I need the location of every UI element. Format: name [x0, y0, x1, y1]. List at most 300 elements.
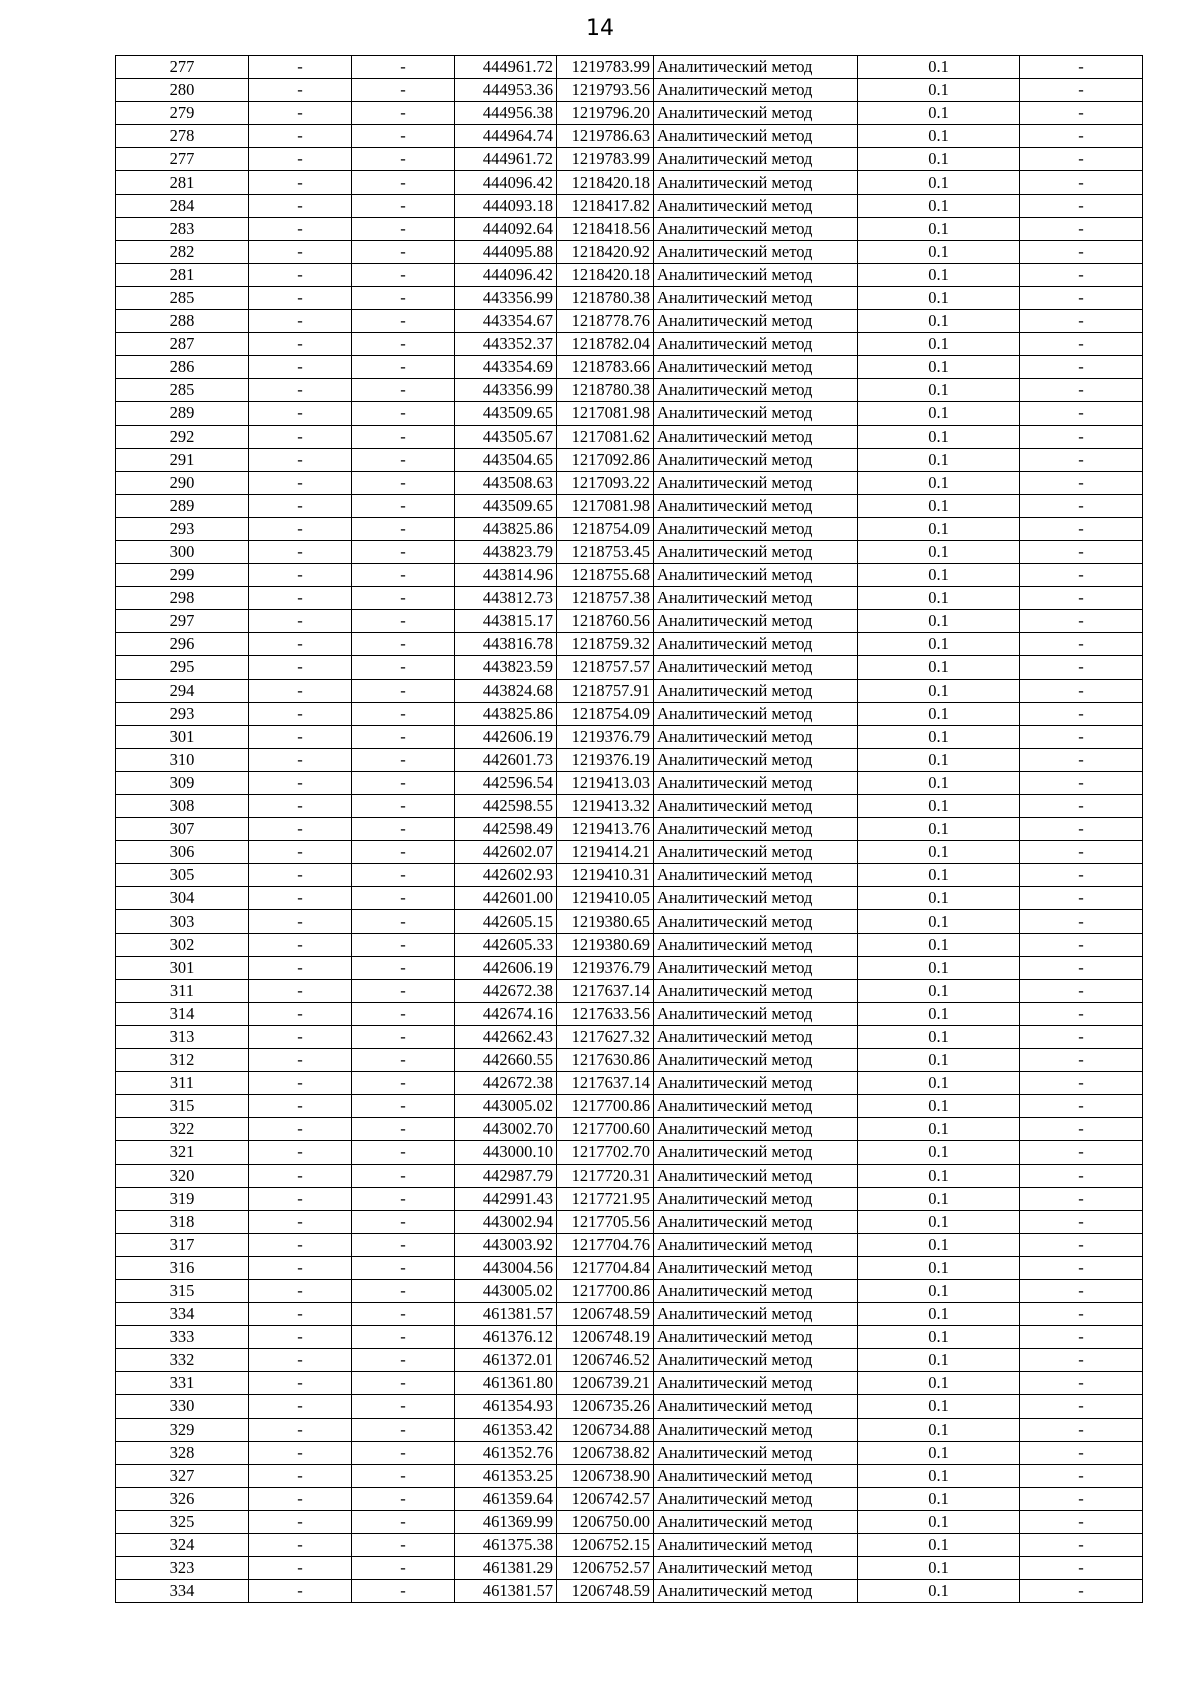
method-cell: Аналитический метод: [654, 1118, 858, 1141]
accuracy-cell: 0.1: [858, 286, 1020, 309]
method-cell: Аналитический метод: [654, 125, 858, 148]
accuracy-cell: 0.1: [858, 910, 1020, 933]
table-row: [116, 1464, 1143, 1487]
table-row: [116, 1210, 1143, 1233]
dash-cell: -: [249, 425, 352, 448]
method-cell: Аналитический метод: [654, 564, 858, 587]
point-number-cell: 299: [116, 564, 249, 587]
y-coordinate-cell: 1206739.21: [557, 1372, 654, 1395]
dash-cell: -: [249, 564, 352, 587]
method-cell: Аналитический метод: [654, 333, 858, 356]
accuracy-cell: 0.1: [858, 1395, 1020, 1418]
accuracy-cell: 0.1: [858, 171, 1020, 194]
accuracy-cell: 0.1: [858, 841, 1020, 864]
y-coordinate-cell: 1206746.52: [557, 1349, 654, 1372]
dash-cell: -: [352, 864, 455, 887]
y-coordinate-cell: 1206750.00: [557, 1510, 654, 1533]
table-row: [116, 564, 1143, 587]
table-row: [116, 425, 1143, 448]
table-row: [116, 1349, 1143, 1372]
accuracy-cell: 0.1: [858, 79, 1020, 102]
dash-cell: -: [249, 79, 352, 102]
accuracy-cell: 0.1: [858, 148, 1020, 171]
accuracy-cell: 0.1: [858, 540, 1020, 563]
method-cell: Аналитический метод: [654, 1372, 858, 1395]
dash-cell: -: [1020, 102, 1143, 125]
method-cell: Аналитический метод: [654, 818, 858, 841]
dash-cell: -: [1020, 1025, 1143, 1048]
table-row: [116, 656, 1143, 679]
dash-cell: -: [352, 333, 455, 356]
dash-cell: -: [1020, 1487, 1143, 1510]
point-number-cell: 316: [116, 1256, 249, 1279]
method-cell: Аналитический метод: [654, 1233, 858, 1256]
x-coordinate-cell: 443824.68: [455, 679, 557, 702]
x-coordinate-cell: 444095.88: [455, 240, 557, 263]
dash-cell: -: [249, 333, 352, 356]
dash-cell: -: [249, 240, 352, 263]
dash-cell: -: [1020, 841, 1143, 864]
table-row: [116, 79, 1143, 102]
method-cell: Аналитический метод: [654, 1349, 858, 1372]
x-coordinate-cell: 442606.19: [455, 725, 557, 748]
point-number-cell: 277: [116, 56, 249, 79]
dash-cell: -: [1020, 356, 1143, 379]
dash-cell: -: [1020, 587, 1143, 610]
x-coordinate-cell: 442602.93: [455, 864, 557, 887]
dash-cell: -: [352, 1464, 455, 1487]
accuracy-cell: 0.1: [858, 564, 1020, 587]
dash-cell: -: [249, 1464, 352, 1487]
table-row: [116, 1164, 1143, 1187]
table-row: [116, 56, 1143, 79]
y-coordinate-cell: 1218760.56: [557, 610, 654, 633]
point-number-cell: 304: [116, 887, 249, 910]
table-body: [116, 56, 1143, 1603]
accuracy-cell: 0.1: [858, 610, 1020, 633]
point-number-cell: 300: [116, 540, 249, 563]
dash-cell: -: [352, 1510, 455, 1533]
accuracy-cell: 0.1: [858, 356, 1020, 379]
x-coordinate-cell: 442674.16: [455, 1002, 557, 1025]
x-coordinate-cell: 461352.76: [455, 1441, 557, 1464]
point-number-cell: 286: [116, 356, 249, 379]
accuracy-cell: 0.1: [858, 702, 1020, 725]
dash-cell: -: [249, 1025, 352, 1048]
method-cell: Аналитический метод: [654, 1164, 858, 1187]
point-number-cell: 325: [116, 1510, 249, 1533]
y-coordinate-cell: 1217081.62: [557, 425, 654, 448]
y-coordinate-cell: 1217700.60: [557, 1118, 654, 1141]
x-coordinate-cell: 461381.57: [455, 1580, 557, 1603]
dash-cell: -: [352, 587, 455, 610]
accuracy-cell: 0.1: [858, 263, 1020, 286]
dash-cell: -: [1020, 1141, 1143, 1164]
method-cell: Аналитический метод: [654, 1534, 858, 1557]
y-coordinate-cell: 1217700.86: [557, 1095, 654, 1118]
point-number-cell: 320: [116, 1164, 249, 1187]
table-row: [116, 102, 1143, 125]
dash-cell: -: [352, 1557, 455, 1580]
dash-cell: -: [352, 1372, 455, 1395]
method-cell: Аналитический метод: [654, 771, 858, 794]
x-coordinate-cell: 461361.80: [455, 1372, 557, 1395]
method-cell: Аналитический метод: [654, 517, 858, 540]
method-cell: Аналитический метод: [654, 425, 858, 448]
method-cell: Аналитический метод: [654, 56, 858, 79]
point-number-cell: 310: [116, 748, 249, 771]
y-coordinate-cell: 1219783.99: [557, 148, 654, 171]
dash-cell: -: [352, 1095, 455, 1118]
dash-cell: -: [249, 1326, 352, 1349]
y-coordinate-cell: 1217705.56: [557, 1210, 654, 1233]
dash-cell: -: [352, 379, 455, 402]
accuracy-cell: 0.1: [858, 1279, 1020, 1302]
dash-cell: -: [249, 702, 352, 725]
y-coordinate-cell: 1218783.66: [557, 356, 654, 379]
table-row: [116, 1279, 1143, 1302]
point-number-cell: 326: [116, 1487, 249, 1510]
dash-cell: -: [352, 1164, 455, 1187]
table-row: [116, 1441, 1143, 1464]
dash-cell: -: [1020, 125, 1143, 148]
y-coordinate-cell: 1217630.86: [557, 1049, 654, 1072]
table-row: [116, 148, 1143, 171]
y-coordinate-cell: 1217081.98: [557, 402, 654, 425]
accuracy-cell: 0.1: [858, 864, 1020, 887]
x-coordinate-cell: 443823.59: [455, 656, 557, 679]
accuracy-cell: 0.1: [858, 1303, 1020, 1326]
x-coordinate-cell: 443815.17: [455, 610, 557, 633]
table-row: [116, 517, 1143, 540]
dash-cell: -: [352, 725, 455, 748]
table-row: [116, 771, 1143, 794]
y-coordinate-cell: 1217702.70: [557, 1141, 654, 1164]
y-coordinate-cell: 1219376.79: [557, 725, 654, 748]
point-number-cell: 334: [116, 1303, 249, 1326]
dash-cell: -: [352, 56, 455, 79]
y-coordinate-cell: 1218757.91: [557, 679, 654, 702]
table-row: [116, 1141, 1143, 1164]
table-row: [116, 1049, 1143, 1072]
dash-cell: -: [1020, 1326, 1143, 1349]
dash-cell: -: [249, 217, 352, 240]
point-number-cell: 289: [116, 402, 249, 425]
table-row: [116, 1095, 1143, 1118]
dash-cell: -: [249, 194, 352, 217]
dash-cell: -: [249, 1210, 352, 1233]
point-number-cell: 283: [116, 217, 249, 240]
coordinates-table: [115, 55, 1143, 1603]
table-row: [116, 679, 1143, 702]
x-coordinate-cell: 442672.38: [455, 979, 557, 1002]
point-number-cell: 297: [116, 610, 249, 633]
dash-cell: -: [352, 1534, 455, 1557]
dash-cell: -: [352, 1049, 455, 1072]
x-coordinate-cell: 443004.56: [455, 1256, 557, 1279]
y-coordinate-cell: 1206735.26: [557, 1395, 654, 1418]
dash-cell: -: [249, 1534, 352, 1557]
dash-cell: -: [1020, 1510, 1143, 1533]
point-number-cell: 312: [116, 1049, 249, 1072]
y-coordinate-cell: 1219793.56: [557, 79, 654, 102]
point-number-cell: 330: [116, 1395, 249, 1418]
accuracy-cell: 0.1: [858, 1233, 1020, 1256]
dash-cell: -: [352, 1349, 455, 1372]
y-coordinate-cell: 1217704.76: [557, 1233, 654, 1256]
dash-cell: -: [1020, 1372, 1143, 1395]
method-cell: Аналитический метод: [654, 979, 858, 1002]
y-coordinate-cell: 1206738.90: [557, 1464, 654, 1487]
dash-cell: -: [352, 933, 455, 956]
dash-cell: -: [1020, 240, 1143, 263]
table-row: [116, 1072, 1143, 1095]
y-coordinate-cell: 1217081.98: [557, 494, 654, 517]
table-row: [116, 1025, 1143, 1048]
table-row: [116, 263, 1143, 286]
x-coordinate-cell: 442601.73: [455, 748, 557, 771]
accuracy-cell: 0.1: [858, 1164, 1020, 1187]
x-coordinate-cell: 442602.07: [455, 841, 557, 864]
accuracy-cell: 0.1: [858, 1072, 1020, 1095]
y-coordinate-cell: 1218420.18: [557, 171, 654, 194]
accuracy-cell: 0.1: [858, 56, 1020, 79]
accuracy-cell: 0.1: [858, 310, 1020, 333]
point-number-cell: 294: [116, 679, 249, 702]
x-coordinate-cell: 461353.42: [455, 1418, 557, 1441]
table-row: [116, 1303, 1143, 1326]
table-row: [116, 864, 1143, 887]
table-row: [116, 956, 1143, 979]
dash-cell: -: [249, 979, 352, 1002]
accuracy-cell: 0.1: [858, 1557, 1020, 1580]
y-coordinate-cell: 1219413.03: [557, 771, 654, 794]
point-number-cell: 311: [116, 1072, 249, 1095]
x-coordinate-cell: 443002.70: [455, 1118, 557, 1141]
point-number-cell: 317: [116, 1233, 249, 1256]
x-coordinate-cell: 443509.65: [455, 402, 557, 425]
dash-cell: -: [249, 402, 352, 425]
y-coordinate-cell: 1217721.95: [557, 1187, 654, 1210]
method-cell: Аналитический метод: [654, 1557, 858, 1580]
point-number-cell: 306: [116, 841, 249, 864]
y-coordinate-cell: 1206752.15: [557, 1534, 654, 1557]
accuracy-cell: 0.1: [858, 748, 1020, 771]
dash-cell: -: [352, 1233, 455, 1256]
accuracy-cell: 0.1: [858, 656, 1020, 679]
dash-cell: -: [249, 517, 352, 540]
dash-cell: -: [1020, 471, 1143, 494]
y-coordinate-cell: 1217700.86: [557, 1279, 654, 1302]
method-cell: Аналитический метод: [654, 1141, 858, 1164]
y-coordinate-cell: 1219380.65: [557, 910, 654, 933]
y-coordinate-cell: 1217637.14: [557, 1072, 654, 1095]
dash-cell: -: [249, 1580, 352, 1603]
method-cell: Аналитический метод: [654, 1187, 858, 1210]
point-number-cell: 279: [116, 102, 249, 125]
dash-cell: -: [1020, 679, 1143, 702]
accuracy-cell: 0.1: [858, 1372, 1020, 1395]
dash-cell: -: [249, 1164, 352, 1187]
dash-cell: -: [1020, 402, 1143, 425]
method-cell: Аналитический метод: [654, 864, 858, 887]
x-coordinate-cell: 443000.10: [455, 1141, 557, 1164]
dash-cell: -: [352, 148, 455, 171]
method-cell: Аналитический метод: [654, 633, 858, 656]
dash-cell: -: [249, 448, 352, 471]
accuracy-cell: 0.1: [858, 1326, 1020, 1349]
y-coordinate-cell: 1218753.45: [557, 540, 654, 563]
accuracy-cell: 0.1: [858, 402, 1020, 425]
x-coordinate-cell: 443504.65: [455, 448, 557, 471]
x-coordinate-cell: 443354.67: [455, 310, 557, 333]
dash-cell: -: [249, 656, 352, 679]
table-row: [116, 402, 1143, 425]
method-cell: Аналитический метод: [654, 841, 858, 864]
point-number-cell: 287: [116, 333, 249, 356]
point-number-cell: 289: [116, 494, 249, 517]
method-cell: Аналитический метод: [654, 471, 858, 494]
x-coordinate-cell: 461354.93: [455, 1395, 557, 1418]
dash-cell: -: [249, 379, 352, 402]
dash-cell: -: [352, 1210, 455, 1233]
dash-cell: -: [352, 471, 455, 494]
method-cell: Аналитический метод: [654, 1072, 858, 1095]
table-row: [116, 725, 1143, 748]
table-row: [116, 1002, 1143, 1025]
accuracy-cell: 0.1: [858, 1049, 1020, 1072]
x-coordinate-cell: 442987.79: [455, 1164, 557, 1187]
accuracy-cell: 0.1: [858, 379, 1020, 402]
dash-cell: -: [352, 1187, 455, 1210]
dash-cell: -: [352, 610, 455, 633]
point-number-cell: 301: [116, 956, 249, 979]
dash-cell: -: [352, 956, 455, 979]
point-number-cell: 302: [116, 933, 249, 956]
x-coordinate-cell: 442601.00: [455, 887, 557, 910]
point-number-cell: 334: [116, 1580, 249, 1603]
dash-cell: -: [352, 356, 455, 379]
dash-cell: -: [249, 1095, 352, 1118]
dash-cell: -: [352, 102, 455, 125]
method-cell: Аналитический метод: [654, 1580, 858, 1603]
y-coordinate-cell: 1219414.21: [557, 841, 654, 864]
accuracy-cell: 0.1: [858, 1441, 1020, 1464]
dash-cell: -: [352, 1326, 455, 1349]
dash-cell: -: [249, 725, 352, 748]
y-coordinate-cell: 1218754.09: [557, 517, 654, 540]
y-coordinate-cell: 1206748.59: [557, 1580, 654, 1603]
dash-cell: -: [1020, 956, 1143, 979]
dash-cell: -: [352, 979, 455, 1002]
x-coordinate-cell: 443003.92: [455, 1233, 557, 1256]
point-number-cell: 315: [116, 1095, 249, 1118]
accuracy-cell: 0.1: [858, 1210, 1020, 1233]
table-row: [116, 171, 1143, 194]
y-coordinate-cell: 1218420.18: [557, 263, 654, 286]
dash-cell: -: [249, 887, 352, 910]
table-row: [116, 1256, 1143, 1279]
y-coordinate-cell: 1217093.22: [557, 471, 654, 494]
x-coordinate-cell: 444096.42: [455, 263, 557, 286]
dash-cell: -: [1020, 494, 1143, 517]
table-row: [116, 1395, 1143, 1418]
method-cell: Аналитический метод: [654, 1510, 858, 1533]
table-row: [116, 1487, 1143, 1510]
dash-cell: -: [352, 1072, 455, 1095]
point-number-cell: 292: [116, 425, 249, 448]
point-number-cell: 281: [116, 263, 249, 286]
dash-cell: -: [249, 748, 352, 771]
method-cell: Аналитический метод: [654, 263, 858, 286]
method-cell: Аналитический метод: [654, 610, 858, 633]
dash-cell: -: [249, 933, 352, 956]
dash-cell: -: [249, 1279, 352, 1302]
page-number: 14: [586, 16, 614, 41]
method-cell: Аналитический метод: [654, 1279, 858, 1302]
x-coordinate-cell: 444961.72: [455, 148, 557, 171]
x-coordinate-cell: 443814.96: [455, 564, 557, 587]
y-coordinate-cell: 1218757.57: [557, 656, 654, 679]
table-row: [116, 841, 1143, 864]
dash-cell: -: [249, 1441, 352, 1464]
point-number-cell: 291: [116, 448, 249, 471]
accuracy-cell: 0.1: [858, 471, 1020, 494]
dash-cell: -: [1020, 1534, 1143, 1557]
dash-cell: -: [352, 448, 455, 471]
dash-cell: -: [352, 125, 455, 148]
dash-cell: -: [1020, 1303, 1143, 1326]
accuracy-cell: 0.1: [858, 795, 1020, 818]
point-number-cell: 333: [116, 1326, 249, 1349]
dash-cell: -: [1020, 263, 1143, 286]
point-number-cell: 293: [116, 517, 249, 540]
dash-cell: -: [352, 1118, 455, 1141]
x-coordinate-cell: 444961.72: [455, 56, 557, 79]
table-row: [116, 748, 1143, 771]
x-coordinate-cell: 442598.55: [455, 795, 557, 818]
point-number-cell: 288: [116, 310, 249, 333]
x-coordinate-cell: 443825.86: [455, 517, 557, 540]
dash-cell: -: [352, 517, 455, 540]
method-cell: Аналитический метод: [654, 587, 858, 610]
dash-cell: -: [1020, 1557, 1143, 1580]
dash-cell: -: [1020, 818, 1143, 841]
point-number-cell: 327: [116, 1464, 249, 1487]
y-coordinate-cell: 1219380.69: [557, 933, 654, 956]
point-number-cell: 293: [116, 702, 249, 725]
point-number-cell: 277: [116, 148, 249, 171]
dash-cell: -: [1020, 425, 1143, 448]
dash-cell: -: [249, 1256, 352, 1279]
method-cell: Аналитический метод: [654, 1095, 858, 1118]
dash-cell: -: [249, 125, 352, 148]
dash-cell: -: [249, 1510, 352, 1533]
x-coordinate-cell: 443352.37: [455, 333, 557, 356]
dash-cell: -: [249, 56, 352, 79]
point-number-cell: 301: [116, 725, 249, 748]
method-cell: Аналитический метод: [654, 1256, 858, 1279]
dash-cell: -: [1020, 795, 1143, 818]
method-cell: Аналитический метод: [654, 448, 858, 471]
dash-cell: -: [352, 702, 455, 725]
table-row: [116, 1510, 1143, 1533]
x-coordinate-cell: 461381.29: [455, 1557, 557, 1580]
method-cell: Аналитический метод: [654, 540, 858, 563]
table-row: [116, 1372, 1143, 1395]
dash-cell: -: [1020, 979, 1143, 1002]
dash-cell: -: [1020, 1049, 1143, 1072]
